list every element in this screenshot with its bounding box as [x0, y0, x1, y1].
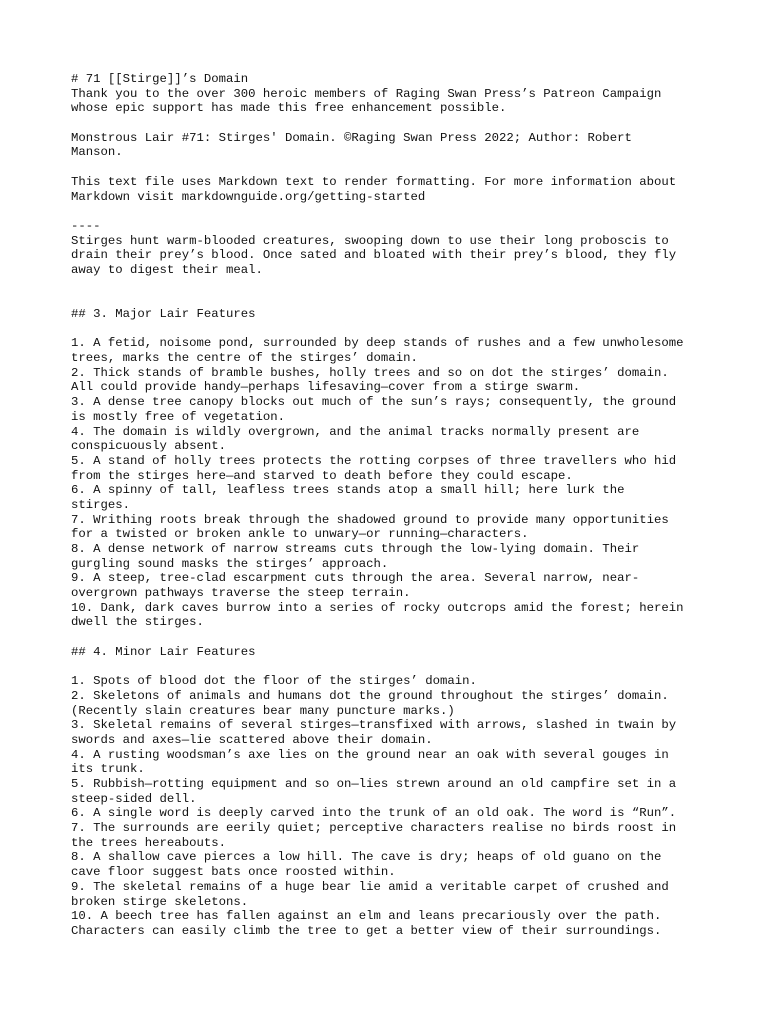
blank-line	[71, 160, 761, 175]
text-line: drain their prey’s blood. Once sated and bloated with their prey’s blood, they fly	[71, 248, 677, 263]
blank-line	[71, 204, 761, 219]
text-line: gurgling sound masks the stirges’ approach.	[71, 556, 389, 571]
heading-line: ## 3. Major Lair Features	[71, 307, 256, 321]
text-line: cave floor suggest bats once roosted within.	[71, 865, 396, 880]
text-line: trees, marks the centre of the stirges’ domain.	[71, 351, 418, 366]
text-line: ----	[71, 218, 101, 233]
text-line: broken stirge skeletons.	[71, 894, 249, 909]
text-line: Stirges hunt warm-blooded creatures, swooping down to use their long proboscis to	[71, 233, 669, 248]
text-line: swords and axes—lie scattered above their domain.	[71, 732, 433, 747]
text-line: 6. A single word is deeply carved into the trunk of an old oak. The word is “Run”.	[71, 806, 677, 821]
text-line: 7. The surrounds are eerily quiet; perceptive characters realise no birds roost in	[71, 821, 677, 836]
text-line: conspicuously absent.	[71, 439, 226, 454]
text-line: from the stirges here—and starved to death before they could escape.	[71, 468, 573, 483]
heading-line: # 71 [[Stirge]]’s Domain	[71, 72, 249, 86]
text-line: for a twisted or broken ankle to unwary—or running—characters.	[71, 527, 529, 542]
blank-line	[71, 116, 761, 131]
text-line: All could provide handy—perhaps lifesaving—cover from a stirge swarm.	[71, 380, 581, 395]
text-line: the trees hereabouts.	[71, 835, 226, 850]
text-line: 2. Thick stands of bramble bushes, holly trees and so on dot the stirges’ domain.	[71, 365, 669, 380]
text-line: overgrown pathways traverse the steep terrain.	[71, 586, 411, 601]
text-line: its trunk.	[71, 762, 145, 777]
text-line: 1. A fetid, noisome pond, surrounded by deep stands of rushes and a few unwholesome	[71, 336, 684, 351]
text-line: This text file uses Markdown text to render formatting. For more information about	[71, 174, 677, 189]
text-line: 6. A spinny of tall, leafless trees stands atop a small hill; here lurk the	[71, 483, 625, 498]
heading-line: ## 4. Minor Lair Features	[71, 644, 256, 659]
text-line: dwell the stirges.	[71, 615, 204, 630]
text-line: Manson.	[71, 145, 123, 160]
text-line: Monstrous Lair #71: Stirges' Domain. ©Raging Swan Press 2022; Author: Robert	[71, 130, 632, 145]
text-line: 1. Spots of blood dot the floor of the stirges’ domain.	[71, 674, 477, 689]
text-line: away to digest their meal.	[71, 262, 263, 277]
text-line: 7. Writhing roots break through the shadowed ground to provide many opportunities	[71, 512, 669, 527]
text-line: 4. The domain is wildly overgrown, and the animal tracks normally present are	[71, 424, 640, 439]
text-line: 4. A rusting woodsman’s axe lies on the ground near an oak with several gouges in	[71, 747, 669, 762]
text-line: 10. Dank, dark caves burrow into a series of rocky outcrops amid the forest; herein	[71, 600, 684, 615]
blank-line	[71, 292, 761, 307]
text-line: stirges.	[71, 497, 131, 512]
text-line: whose epic support has made this free enhancement possible.	[71, 101, 507, 116]
text-line: Thank you to the over 300 heroic members of Raging Swan Press’s Patreon Campaign	[71, 86, 662, 101]
text-line: 8. A shallow cave pierces a low hill. The cave is dry; heaps of old guano on the	[71, 850, 662, 865]
text-line: Markdown visit markdownguide.org/getting-started	[71, 189, 426, 204]
text-line: 9. A steep, tree-clad escarpment cuts through the area. Several narrow, near-	[71, 571, 640, 586]
blank-line	[71, 660, 761, 675]
text-line: Characters can easily climb the tree to get a better view of their surroundings.	[71, 923, 662, 938]
text-line: 5. A stand of holly trees protects the rotting corpses of three travellers who hid	[71, 453, 677, 468]
text-line: 9. The skeletal remains of a huge bear lie amid a veritable carpet of crushed and	[71, 879, 669, 894]
text-line: 10. A beech tree has fallen against an elm and leans precariously over the path.	[71, 909, 662, 924]
text-line: (Recently slain creatures bear many puncture marks.)	[71, 703, 455, 718]
text-line: steep-sided dell.	[71, 791, 197, 806]
text-line: 8. A dense network of narrow streams cuts through the low-lying domain. Their	[71, 542, 640, 556]
blank-line	[71, 630, 761, 645]
text-line: 3. A dense tree canopy blocks out much of the sun’s rays; consequently, the ground	[71, 395, 677, 410]
text-line: 2. Skeletons of animals and humans dot the ground throughout the stirges’ domain.	[71, 688, 669, 703]
text-line: 3. Skeletal remains of several stirges—transfixed with arrows, slashed in twain by	[71, 718, 677, 733]
blank-line	[71, 278, 761, 293]
text-line: is mostly free of vegetation.	[71, 409, 286, 424]
blank-line	[71, 322, 761, 337]
text-line: 5. Rubbish—rotting equipment and so on—lies strewn around an old campfire set in a	[71, 777, 677, 791]
document-body	[71, 72, 761, 939]
